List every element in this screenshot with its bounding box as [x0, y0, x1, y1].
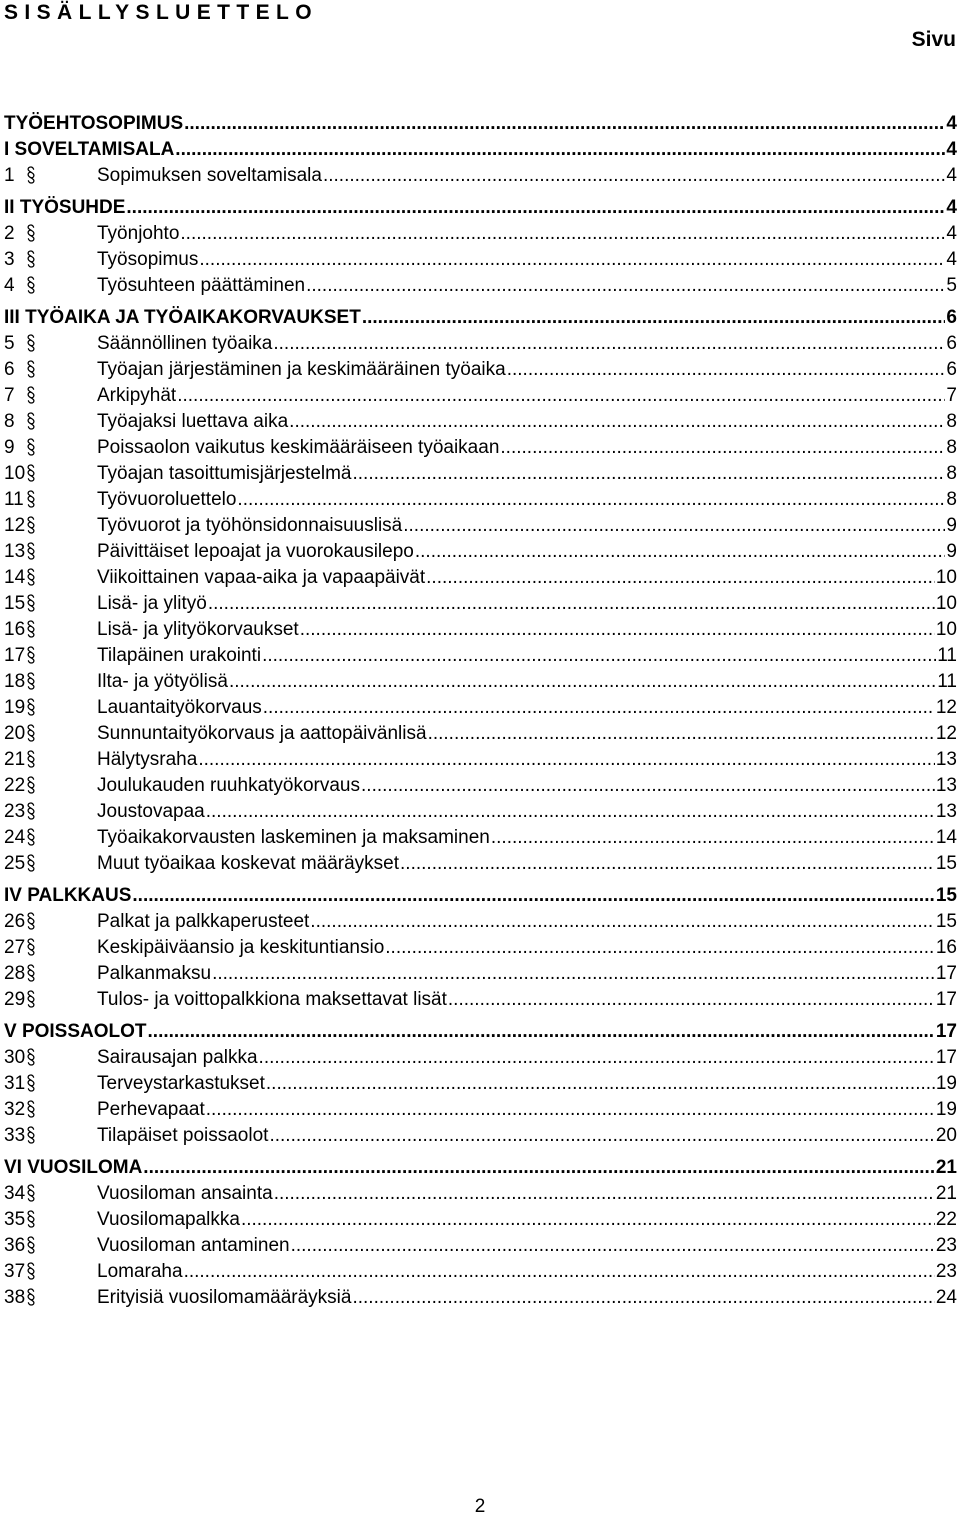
- dot-leader: [206, 799, 935, 825]
- toc-entry-label: Työsopimus: [97, 249, 199, 270]
- section-sign-icon: [26, 1097, 97, 1123]
- toc-page-number: 4: [946, 197, 957, 218]
- dot-leader: [148, 1019, 935, 1045]
- dot-leader: [352, 1285, 934, 1311]
- section-sign-icon: [26, 331, 97, 357]
- toc-section-row[interactable]: [4, 825, 957, 851]
- section-sign-icon: [26, 247, 97, 273]
- toc-page-number: 8: [946, 437, 957, 458]
- toc-section-row[interactable]: [4, 513, 957, 539]
- toc-entry-label: Sunnuntaityökorvaus ja aattopäivänlisä: [97, 723, 427, 744]
- toc-page-number: 4: [946, 139, 957, 160]
- section-number: 4: [4, 275, 15, 296]
- toc-page-number: 12: [935, 697, 957, 718]
- page-column-header: Sivu: [911, 28, 956, 51]
- dot-leader: [263, 695, 935, 721]
- toc-entry-label: VI VUOSILOMA: [4, 1157, 143, 1178]
- toc-page-number: 6: [946, 359, 957, 380]
- section-sign-icon: [26, 461, 97, 487]
- toc-page-number: 21: [935, 1183, 957, 1204]
- section-number: 2: [4, 223, 15, 244]
- section-number: 17: [4, 645, 26, 666]
- section-number: 8: [4, 411, 15, 432]
- toc-page-number: 7: [946, 385, 957, 406]
- toc-entry-label: Erityisiä vuosilomamääräyksiä: [97, 1287, 352, 1308]
- toc-heading-row[interactable]: [4, 111, 957, 137]
- section-number: 28: [4, 963, 26, 984]
- section-number: 35: [4, 1209, 26, 1230]
- section-number: 26: [4, 911, 26, 932]
- toc-entry-label: Säännöllinen työaika: [97, 333, 273, 354]
- dot-leader: [385, 935, 935, 961]
- dot-leader: [491, 825, 935, 851]
- toc-section-row[interactable]: [4, 617, 957, 643]
- toc-entry-label: Joulukauden ruuhkatyökorvaus: [97, 775, 361, 796]
- dot-leader: [259, 1045, 935, 1071]
- section-number: 9: [4, 437, 15, 458]
- toc-entry-label: Työvuorot ja työhönsidonnaisuuslisä: [97, 515, 403, 536]
- section-sign-icon: [26, 565, 97, 591]
- toc-page-number: 8: [946, 463, 957, 484]
- toc-section-row[interactable]: [4, 273, 957, 299]
- toc-section-row[interactable]: [4, 643, 957, 669]
- dot-leader: [266, 1071, 935, 1097]
- toc-heading-row[interactable]: [4, 137, 957, 163]
- section-number: 32: [4, 1099, 26, 1120]
- section-number: 31: [4, 1073, 26, 1094]
- toc-section-row[interactable]: [4, 591, 957, 617]
- section-sign-icon: [26, 909, 97, 935]
- toc-entry-label: Työajaksi luettava aika: [97, 411, 289, 432]
- toc-page-number: 15: [935, 911, 957, 932]
- section-number: 25: [4, 853, 26, 874]
- toc-section-row[interactable]: [4, 799, 957, 825]
- section-sign-icon: [26, 721, 97, 747]
- toc-entry-label: Muut työaikaa koskevat määräykset: [97, 853, 400, 874]
- toc-section-row[interactable]: [4, 669, 957, 695]
- toc-section-row[interactable]: [4, 1123, 957, 1149]
- toc-title: SISÄLLYSLUETTELO: [4, 1, 318, 24]
- toc-page-number: 13: [935, 775, 957, 796]
- toc-entry-label: Arkipyhät: [97, 385, 177, 406]
- dot-leader: [177, 383, 945, 409]
- section-number: 3: [4, 249, 15, 270]
- page-number: 2: [474, 1496, 486, 1517]
- dot-leader: [199, 247, 945, 273]
- section-sign-icon: [26, 1123, 97, 1149]
- dot-leader: [289, 409, 945, 435]
- toc-entry-label: Perhevapaat: [97, 1099, 205, 1120]
- toc-page-number: 9: [946, 515, 957, 536]
- toc-entry-label: Vuosiloman ansainta: [97, 1183, 273, 1204]
- section-number: 5: [4, 333, 15, 354]
- toc-section-row[interactable]: [4, 1181, 957, 1207]
- toc-page-number: 10: [935, 619, 957, 640]
- section-number: 14: [4, 567, 26, 588]
- toc-section-row[interactable]: [4, 409, 957, 435]
- section-sign-icon: [26, 221, 97, 247]
- toc-section-row[interactable]: [4, 1071, 957, 1097]
- section-sign-icon: [26, 435, 97, 461]
- dot-leader: [180, 221, 945, 247]
- dot-leader: [428, 721, 935, 747]
- section-number: 38: [4, 1287, 26, 1308]
- section-sign-icon: [26, 747, 97, 773]
- toc-page-number: 13: [935, 749, 957, 770]
- section-sign-icon: [26, 987, 97, 1013]
- toc-entry-label: Vuosilomapalkka: [97, 1209, 240, 1230]
- dot-leader: [208, 591, 935, 617]
- toc-page-number: 4: [946, 223, 957, 244]
- dot-leader: [310, 909, 935, 935]
- toc-page-number: 22: [935, 1209, 957, 1230]
- toc-page-number: 19: [935, 1099, 957, 1120]
- section-number: 34: [4, 1183, 26, 1204]
- toc-entry-label: Tilapäiset poissaolot: [97, 1125, 269, 1146]
- section-number: 18: [4, 671, 26, 692]
- dot-leader: [184, 111, 945, 137]
- toc-entry-label: II TYÖSUHDE: [4, 197, 126, 218]
- dot-leader: [415, 539, 946, 565]
- toc-section-row[interactable]: [4, 747, 957, 773]
- toc-entry-label: Sairausajan palkka: [97, 1047, 258, 1068]
- toc-entry-label: Tulos- ja voittopalkkiona maksettavat lisät: [97, 989, 447, 1010]
- table-of-contents: [4, 111, 957, 1311]
- toc-section-row[interactable]: [4, 331, 957, 357]
- toc-entry-label: Palkat ja palkkaperusteet: [97, 911, 310, 932]
- toc-page-number: 4: [946, 113, 957, 134]
- dot-leader: [353, 461, 946, 487]
- dot-leader: [241, 1207, 935, 1233]
- section-number: 27: [4, 937, 26, 958]
- toc-section-row[interactable]: [4, 357, 957, 383]
- section-number: 30: [4, 1047, 26, 1068]
- section-sign-icon: [26, 357, 97, 383]
- section-number: 29: [4, 989, 26, 1010]
- toc-section-row[interactable]: [4, 565, 957, 591]
- toc-entry-label: Ilta- ja yötyölisä: [97, 671, 228, 692]
- section-sign-icon: [26, 1207, 97, 1233]
- toc-page-number: 23: [935, 1235, 957, 1256]
- toc-entry-label: Tilapäinen urakointi: [97, 645, 262, 666]
- toc-entry-label: Palkanmaksu: [97, 963, 212, 984]
- section-number: 21: [4, 749, 26, 770]
- toc-section-row[interactable]: [4, 935, 957, 961]
- section-sign-icon: [26, 799, 97, 825]
- toc-page-number: 8: [946, 411, 957, 432]
- toc-entry-label: Työsuhteen päättäminen: [97, 275, 306, 296]
- toc-page-number: 15: [935, 885, 957, 906]
- dot-leader: [426, 565, 935, 591]
- toc-page-number: 11: [937, 645, 957, 666]
- toc-entry-label: TYÖEHTOSOPIMUS: [4, 113, 184, 134]
- toc-entry-label: Viikoittainen vapaa-aika ja vapaapäivät: [97, 567, 426, 588]
- toc-section-row[interactable]: [4, 1045, 957, 1071]
- toc-page-number: 21: [935, 1157, 957, 1178]
- toc-section-row[interactable]: [4, 721, 957, 747]
- toc-entry-label: Lomaraha: [97, 1261, 183, 1282]
- dot-leader: [206, 1097, 935, 1123]
- dot-leader: [132, 883, 934, 909]
- toc-page-number: 23: [935, 1261, 957, 1282]
- toc-page-number: 10: [935, 593, 957, 614]
- dot-leader: [262, 643, 936, 669]
- toc-section-row[interactable]: [4, 1097, 957, 1123]
- toc-page-number: 16: [935, 937, 957, 958]
- section-number: 23: [4, 801, 26, 822]
- section-number: 16: [4, 619, 26, 640]
- section-sign-icon: [26, 487, 97, 513]
- dot-leader: [362, 305, 946, 331]
- section-sign-icon: [26, 695, 97, 721]
- toc-section-row[interactable]: [4, 461, 957, 487]
- dot-leader: [361, 773, 935, 799]
- toc-section-row[interactable]: [4, 221, 957, 247]
- toc-page-number: 8: [946, 489, 957, 510]
- toc-entry-label: III TYÖAIKA JA TYÖAIKAKORVAUKSET: [4, 307, 361, 328]
- toc-entry-label: Työajan tasoittumisjärjestelmä: [97, 463, 352, 484]
- section-sign-icon: [26, 1233, 97, 1259]
- toc-section-row[interactable]: [4, 539, 957, 565]
- dot-leader: [237, 487, 945, 513]
- toc-section-row[interactable]: [4, 383, 957, 409]
- dot-leader: [448, 987, 935, 1013]
- toc-page-number: 11: [937, 671, 957, 692]
- toc-section-row[interactable]: [4, 247, 957, 273]
- section-sign-icon: [26, 1181, 97, 1207]
- toc-page-number: 14: [935, 827, 957, 848]
- toc-section-row[interactable]: [4, 961, 957, 987]
- toc-page-number: 17: [935, 1021, 957, 1042]
- toc-heading-row[interactable]: [4, 1019, 957, 1045]
- toc-page-number: 6: [946, 333, 957, 354]
- section-sign-icon: [26, 1071, 97, 1097]
- section-number: 36: [4, 1235, 26, 1256]
- toc-section-row[interactable]: [4, 851, 957, 877]
- toc-entry-label: Keskipäiväansio ja keskituntiansio: [97, 937, 385, 958]
- section-number: 19: [4, 697, 26, 718]
- toc-entry-label: Työaikakorvausten laskeminen ja maksaminen: [97, 827, 490, 848]
- dot-leader: [400, 851, 935, 877]
- dot-leader: [274, 1181, 935, 1207]
- toc-section-row[interactable]: [4, 1233, 957, 1259]
- toc-section-row[interactable]: [4, 987, 957, 1013]
- toc-section-row[interactable]: [4, 1207, 957, 1233]
- section-sign-icon: [26, 1285, 97, 1311]
- toc-section-row[interactable]: [4, 1285, 957, 1311]
- toc-page-number: 4: [946, 249, 957, 270]
- toc-section-row[interactable]: [4, 487, 957, 513]
- section-number: 1: [4, 165, 15, 186]
- section-number: 7: [4, 385, 15, 406]
- section-sign-icon: [26, 669, 97, 695]
- dot-leader: [269, 1123, 934, 1149]
- section-sign-icon: [26, 617, 97, 643]
- dot-leader: [175, 137, 945, 163]
- toc-page-number: 4: [946, 165, 957, 186]
- toc-page-number: 19: [935, 1073, 957, 1094]
- dot-leader: [300, 617, 935, 643]
- toc-page-number: 17: [935, 963, 957, 984]
- section-number: 11: [4, 489, 24, 510]
- section-sign-icon: [26, 1045, 97, 1071]
- toc-entry-label: Hälytysraha: [97, 749, 198, 770]
- toc-page-number: 17: [935, 1047, 957, 1068]
- dot-leader: [143, 1155, 935, 1181]
- toc-page-number: 9: [946, 541, 957, 562]
- toc-entry-label: Päivittäiset lepoajat ja vuorokausilepo: [97, 541, 414, 562]
- section-number: 33: [4, 1125, 26, 1146]
- toc-page-number: 12: [935, 723, 957, 744]
- toc-page-number: 10: [935, 567, 957, 588]
- section-sign-icon: [26, 935, 97, 961]
- section-sign-icon: [26, 383, 97, 409]
- toc-section-row[interactable]: [4, 163, 957, 189]
- toc-page-number: 17: [935, 989, 957, 1010]
- toc-section-row[interactable]: [4, 773, 957, 799]
- section-number: 15: [4, 593, 26, 614]
- toc-entry-label: Työajan järjestäminen ja keskimääräinen työaika: [97, 359, 506, 380]
- toc-entry-label: IV PALKKAUS: [4, 885, 132, 906]
- dot-leader: [126, 195, 945, 221]
- toc-section-row[interactable]: [4, 695, 957, 721]
- section-sign-icon: [26, 273, 97, 299]
- dot-leader: [306, 273, 945, 299]
- toc-heading-row[interactable]: [4, 1155, 957, 1181]
- section-sign-icon: [26, 591, 97, 617]
- toc-page-number: 13: [935, 801, 957, 822]
- section-number: 6: [4, 359, 15, 380]
- toc-entry-label: Lisä- ja ylityö: [97, 593, 207, 614]
- toc-entry-label: Terveystarkastukset: [97, 1073, 265, 1094]
- section-number: 10: [4, 463, 26, 484]
- section-sign-icon: [26, 163, 97, 189]
- toc-entry-label: Poissaolon vaikutus keskimääräiseen työaikaan: [97, 437, 500, 458]
- section-sign-icon: [26, 409, 97, 435]
- dot-leader: [229, 669, 936, 695]
- toc-page-number: 6: [946, 307, 957, 328]
- dot-leader: [500, 435, 945, 461]
- section-sign-icon: [26, 1259, 97, 1285]
- toc-section-row[interactable]: [4, 435, 957, 461]
- dot-leader: [184, 1259, 935, 1285]
- section-sign-icon: [26, 539, 97, 565]
- section-number: 24: [4, 827, 26, 848]
- toc-entry-label: Joustovapaa: [97, 801, 205, 822]
- dot-leader: [403, 513, 945, 539]
- toc-heading-row[interactable]: [4, 195, 957, 221]
- dot-leader: [212, 961, 935, 987]
- dot-leader: [507, 357, 946, 383]
- section-sign-icon: [26, 961, 97, 987]
- toc-entry-label: Työvuoroluettelo: [97, 489, 237, 510]
- toc-heading-row[interactable]: [4, 883, 957, 909]
- toc-entry-label: V POISSAOLOT: [4, 1021, 147, 1042]
- section-sign-icon: [26, 825, 97, 851]
- section-sign-icon: [26, 773, 97, 799]
- section-number: 22: [4, 775, 26, 796]
- toc-entry-label: I SOVELTAMISALA: [4, 139, 175, 160]
- toc-page-number: 20: [935, 1125, 957, 1146]
- toc-section-row[interactable]: [4, 1259, 957, 1285]
- dot-leader: [198, 747, 935, 773]
- toc-entry-label: Lauantaityökorvaus: [97, 697, 262, 718]
- section-sign-icon: [26, 513, 97, 539]
- toc-entry-label: Vuosiloman antaminen: [97, 1235, 290, 1256]
- toc-page-number: 24: [935, 1287, 957, 1308]
- toc-page-number: 15: [935, 853, 957, 874]
- dot-leader: [291, 1233, 935, 1259]
- section-sign-icon: [26, 851, 97, 877]
- dot-leader: [323, 163, 945, 189]
- section-number: 12: [4, 515, 26, 536]
- section-number: 37: [4, 1261, 26, 1282]
- toc-entry-label: Työnjohto: [97, 223, 180, 244]
- toc-entry-label: Lisä- ja ylityökorvaukset: [97, 619, 299, 640]
- toc-entry-label: Sopimuksen soveltamisala: [97, 165, 322, 186]
- section-number: 13: [4, 541, 26, 562]
- toc-section-row[interactable]: [4, 909, 957, 935]
- dot-leader: [273, 331, 945, 357]
- section-number: 20: [4, 723, 26, 744]
- section-sign-icon: [26, 643, 97, 669]
- toc-heading-row[interactable]: [4, 305, 957, 331]
- toc-page-number: 5: [946, 275, 957, 296]
